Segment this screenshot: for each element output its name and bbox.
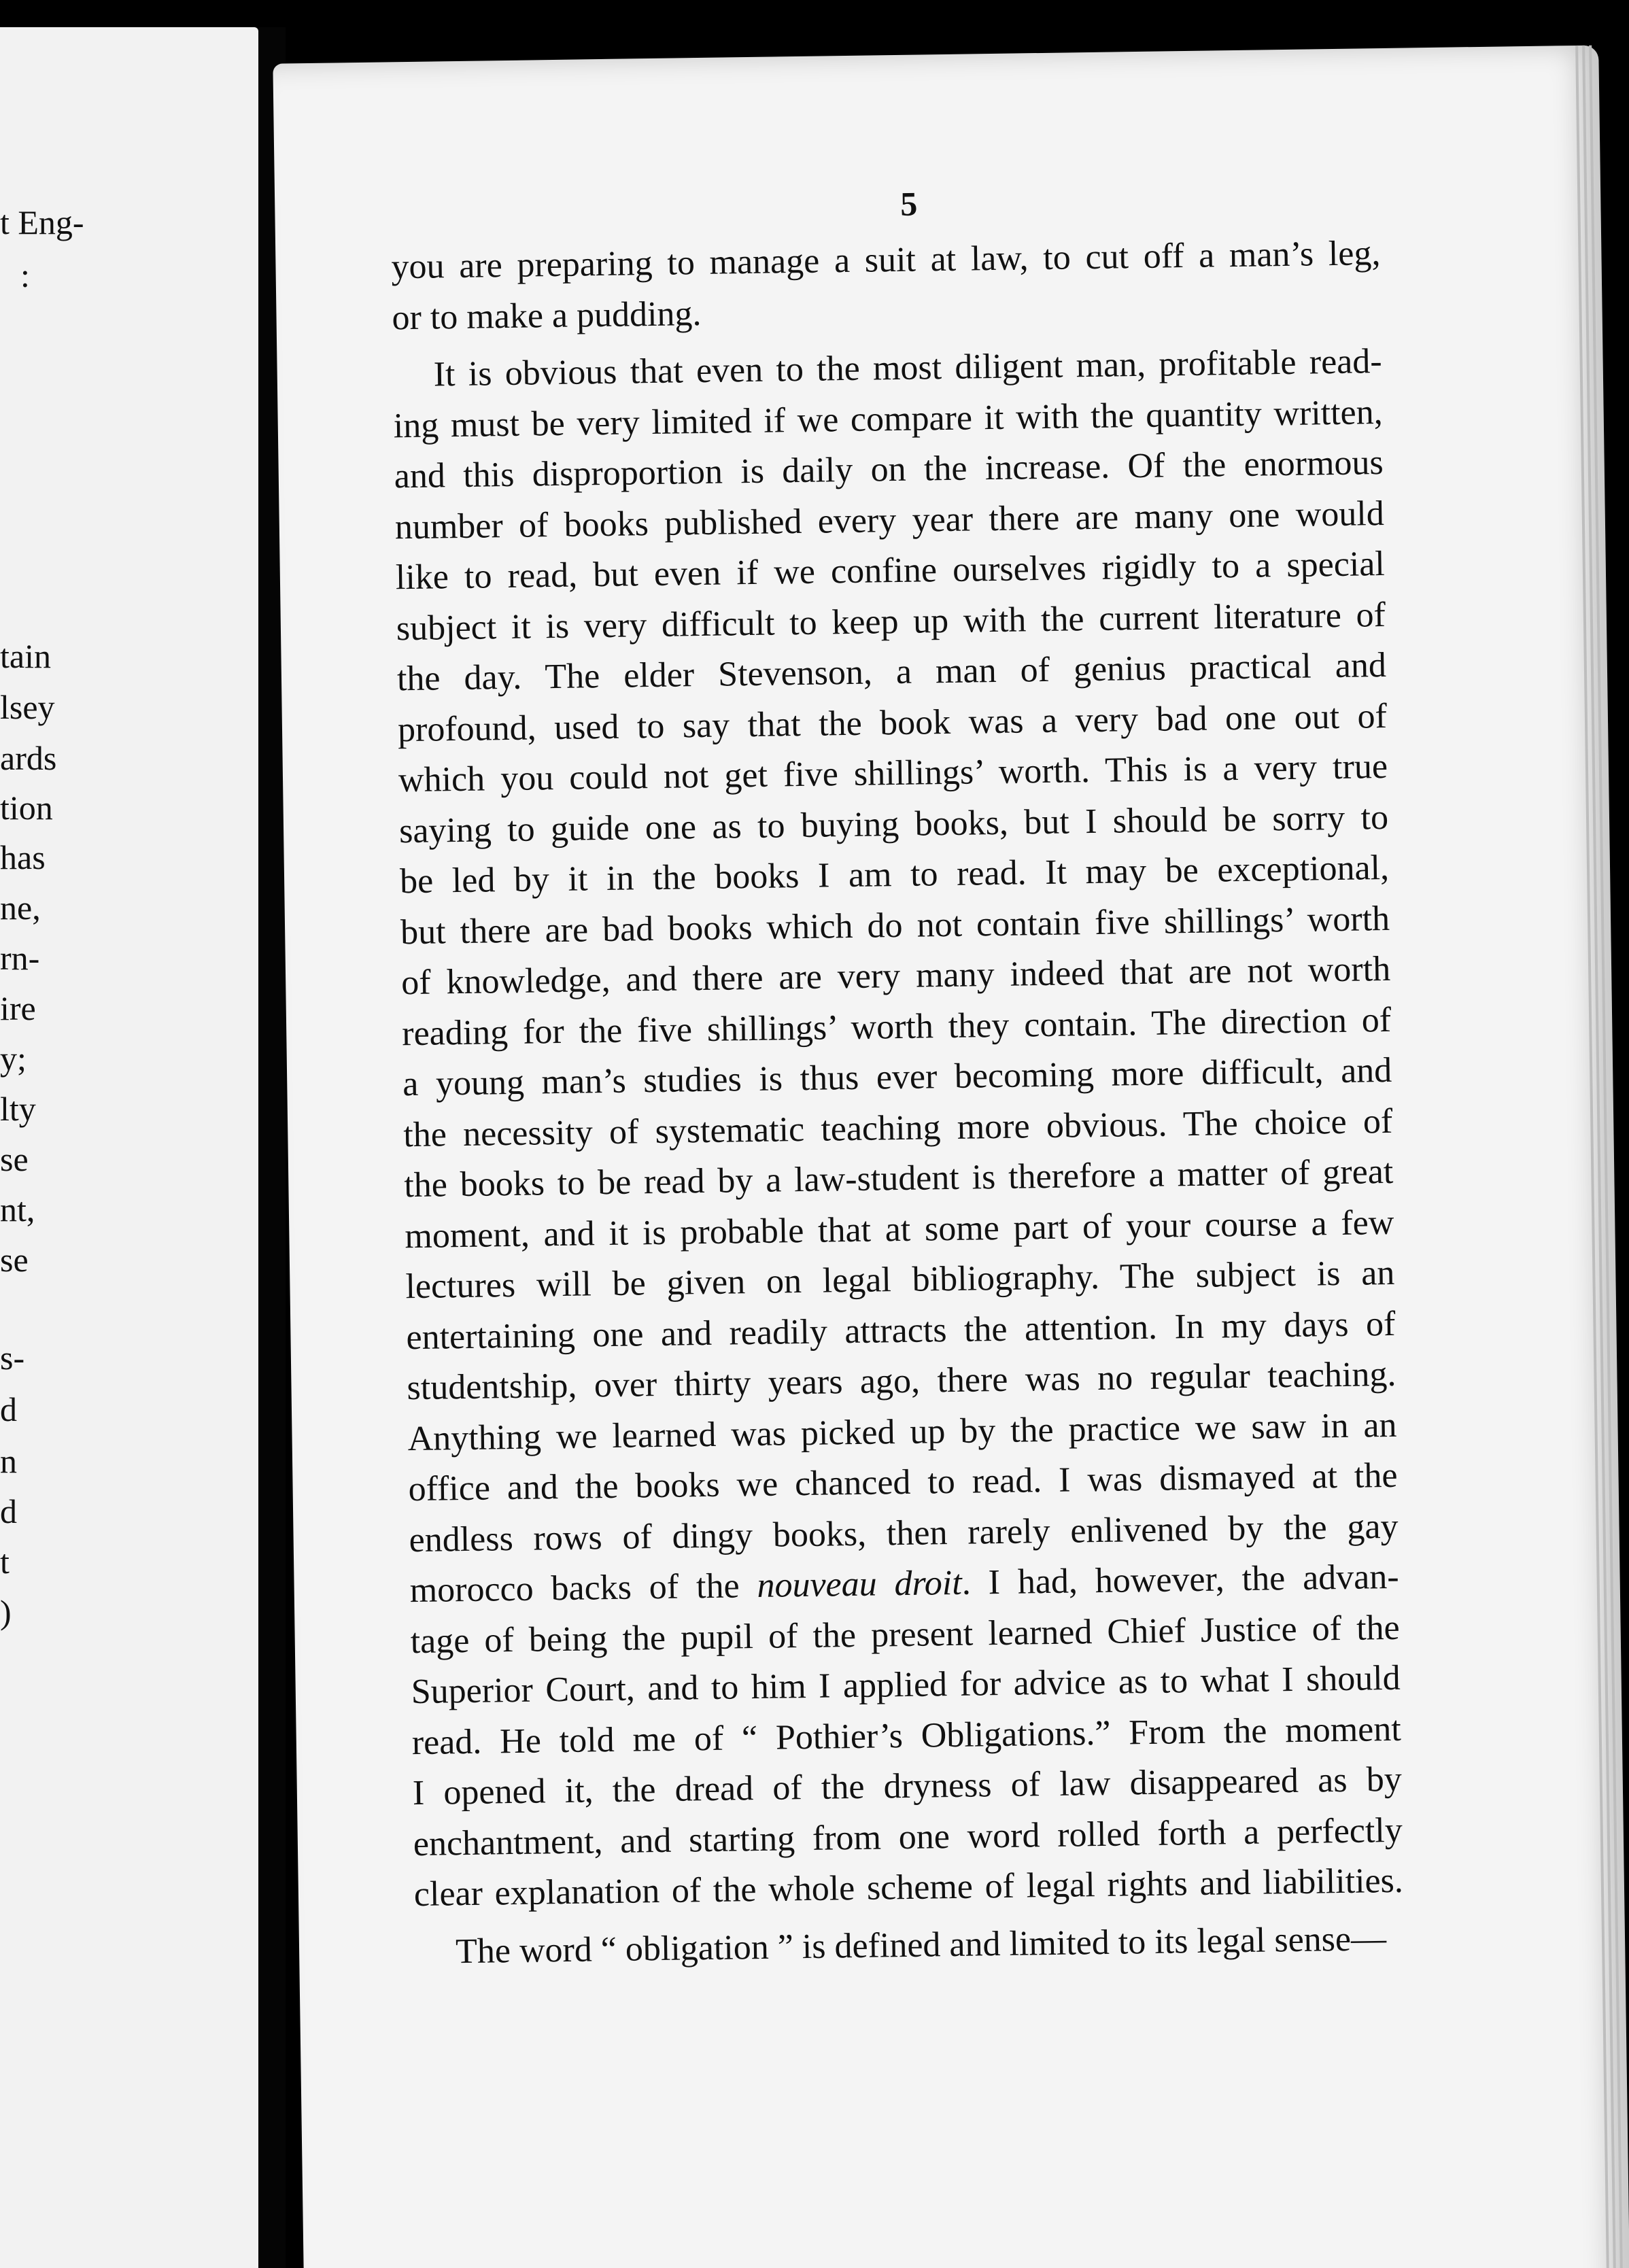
left-page-fragment: rn- <box>0 939 40 977</box>
left-page-fragment: s- <box>0 1339 25 1377</box>
left-page-fragment: tain <box>0 637 51 675</box>
text-line: endless rows of dingy books, then rarely enlivened by the gay <box>409 1507 1399 1560</box>
left-page-fragment: y; <box>0 1040 27 1078</box>
text-line: like to read, but even if we confine ourselves rigidly to a special <box>395 544 1386 598</box>
paragraph <box>415 1913 1405 1978</box>
left-page-margin <box>0 27 258 2268</box>
text-line: the books to be read by a law-student is therefore a matter of great <box>403 1152 1394 1205</box>
text-line: Anything we learned was picked up by the practice we saw in an <box>407 1405 1397 1458</box>
text-line: but there are bad books which do not contain five shillings’ worth <box>400 899 1390 952</box>
paragraph <box>391 228 1382 343</box>
left-page-fragment: has <box>0 838 46 876</box>
body-text <box>391 228 1405 1984</box>
text-line: saying to guide one as to buying books, but I should be sorry to <box>398 797 1389 850</box>
text-line: tage of being the pupil of the present learned Chief Justice of the <box>410 1608 1401 1661</box>
left-page-fragment: : <box>20 256 30 294</box>
text-line: subject it is very difficult to keep up with the current literature of <box>396 595 1386 648</box>
left-page-fragment: ) <box>0 1593 12 1631</box>
text-line: number of books published every year there are many one would <box>394 494 1385 547</box>
left-page-fragment: tion <box>0 789 53 827</box>
left-page-fragment: ne, <box>0 889 41 927</box>
text-line: I opened it, the dread of the dryness of law disappeared as by <box>412 1759 1403 1813</box>
text-line: moment, and it is probable that at some part of your course a few <box>405 1203 1394 1256</box>
left-page-fragment: t <box>0 1543 10 1581</box>
text-line: entertaining one and readily attracts the attention. In my days of <box>406 1304 1396 1357</box>
text-line: ing must be very limited if we compare it with the quantity written, <box>393 392 1384 445</box>
text-line: office and the books we chanced to read. I was dismayed at the <box>408 1456 1398 1509</box>
text-line: It is obvious that even to the most diligent man, profitable read- <box>433 342 1382 394</box>
text-line: lectures will be given on legal bibliography. The subject is an <box>405 1253 1395 1307</box>
text-line: which you could not get five shillings’ worth. This is a very true <box>398 746 1388 800</box>
left-page-fragment: ire <box>0 989 36 1027</box>
text-line: clear explanation of the whole scheme of legal rights and liabilities. <box>413 1861 1404 1914</box>
paragraph <box>392 337 1403 1921</box>
page-edge <box>1582 46 1617 2268</box>
text-line: the necessity of systematic teaching more obvious. The choice of <box>402 1101 1393 1154</box>
text-line: be led by it in the books I am to read. It may be exceptional, <box>399 848 1390 901</box>
left-page-fragment: nt, <box>0 1190 35 1228</box>
left-page-fragment: se <box>0 1140 29 1178</box>
left-page-fragment: lsey <box>0 688 55 726</box>
text-line: Superior Court, and to him I applied for advice as to what I should <box>411 1658 1401 1712</box>
text-line: morocco backs of the nouveau droit. I had, however, the advan- <box>409 1557 1399 1611</box>
left-page-fragment: d <box>0 1492 17 1530</box>
text-line: and this disproportion is daily on the increase. Of the enormous <box>394 443 1384 496</box>
text-line: read. He told me of “ Pothier’s Obligations.” From the moment <box>411 1709 1402 1762</box>
text-line: The word “ obligation ” is defined and limited to its legal sense— <box>455 1919 1387 1971</box>
main-page <box>273 46 1629 2268</box>
text-line: or to make a pudding. <box>392 294 702 337</box>
text-line: profound, used to say that the book was a very bad one out of <box>397 696 1388 749</box>
text-line: reading for the five shillings’ worth they contain. The direction of <box>401 1000 1392 1053</box>
left-page-fragment: ards <box>0 739 57 777</box>
left-page-fragment: t Eng- <box>0 203 84 241</box>
left-page-fragment: se <box>0 1241 29 1279</box>
text-line: a young man’s studies is thus ever becoming more difficult, and <box>402 1050 1392 1104</box>
left-page-fragment: d <box>0 1390 17 1428</box>
page-number: 5 <box>899 184 918 223</box>
text-line: studentship, over thirty years ago, there was no regular teaching. <box>407 1354 1396 1408</box>
text-line: you are preparing to manage a suit at law, to cut off a man’s leg, <box>391 234 1381 287</box>
left-page-fragment: lty <box>0 1090 36 1128</box>
left-page-fragment: n <box>0 1442 17 1480</box>
text-line: the day. The elder Stevenson, a man of genius practical and <box>396 645 1387 699</box>
text-line: enchantment, and starting from one word rolled forth a perfectly <box>413 1810 1403 1863</box>
text-line: of knowledge, and there are very many indeed that are not worth <box>400 949 1391 1003</box>
page-edge <box>1589 46 1624 2268</box>
